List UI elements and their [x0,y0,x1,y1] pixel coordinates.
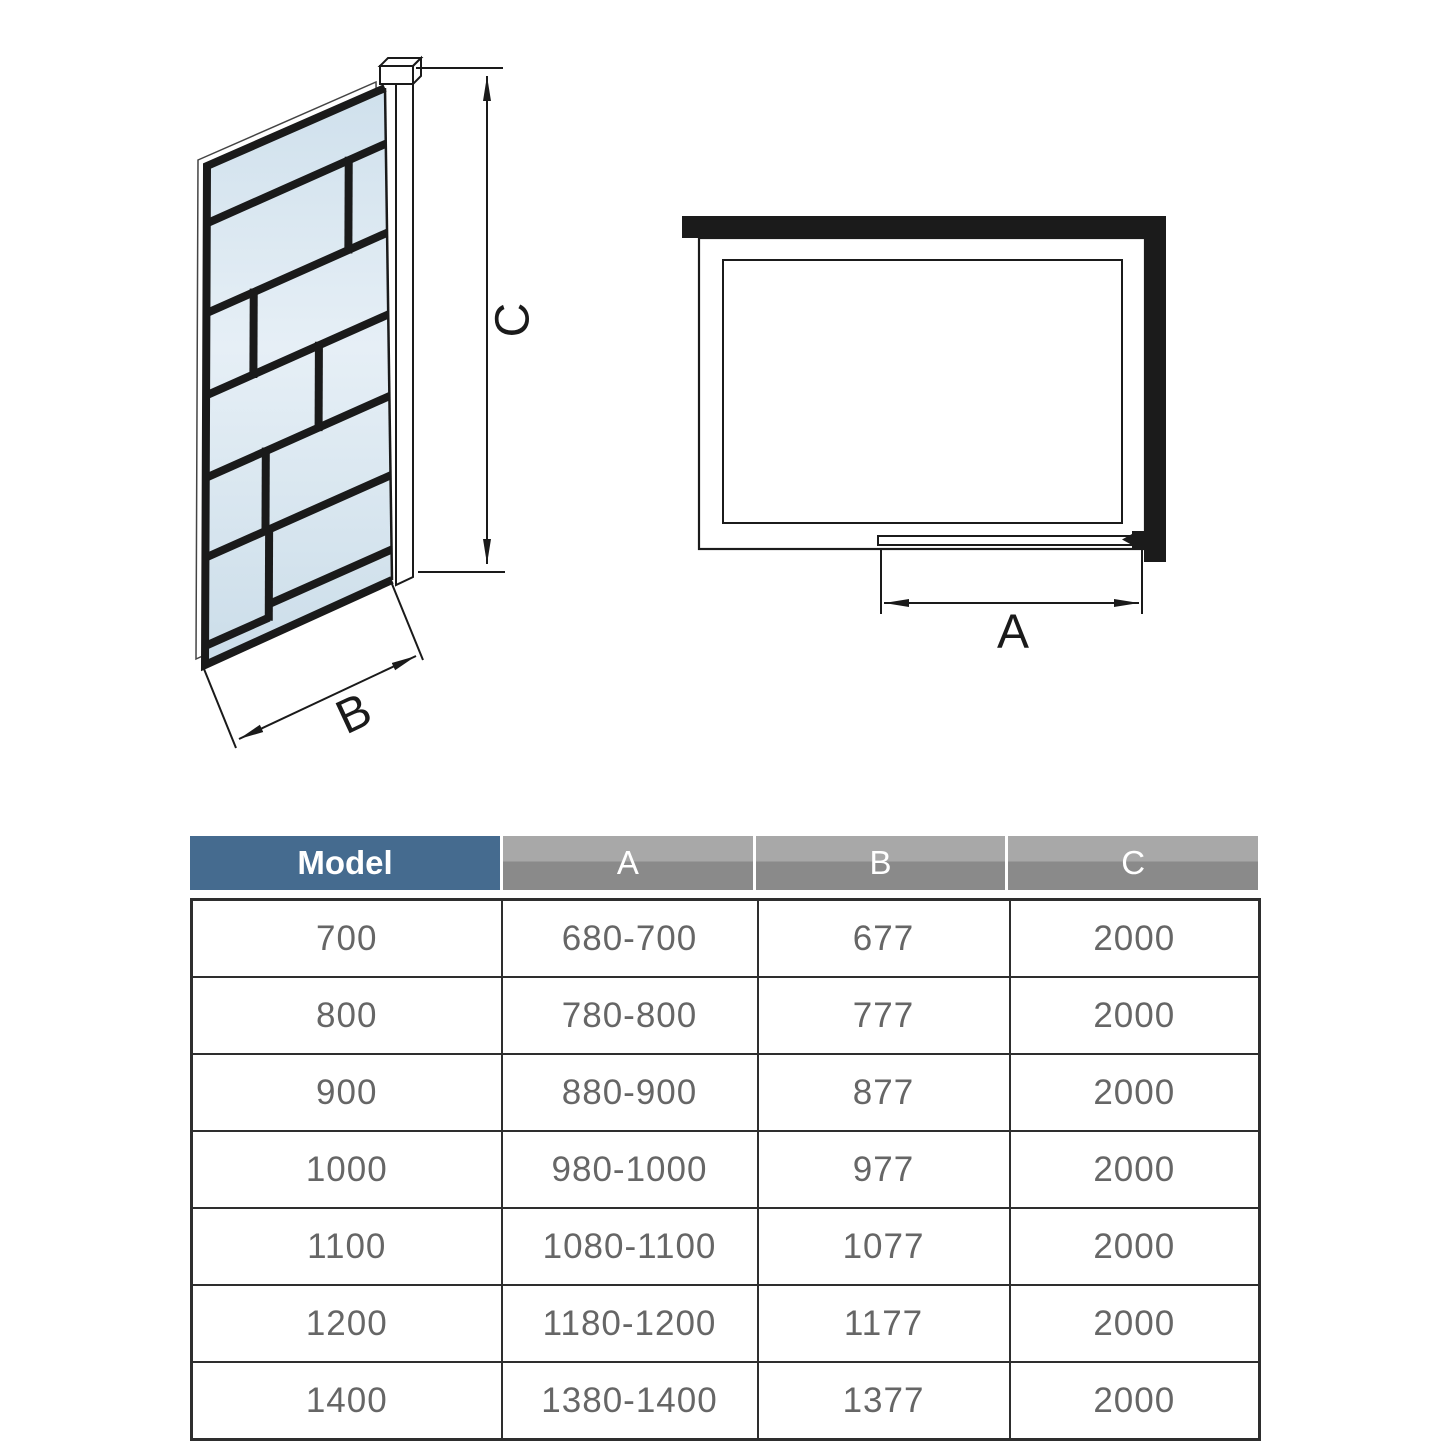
wall-profile-bar [396,84,413,585]
cell-a: 880-900 [502,1054,758,1131]
cell-model: 700 [192,900,502,978]
cell-c: 2000 [1010,1362,1260,1440]
cell-c: 2000 [1010,1285,1260,1362]
front-view-diagram [196,58,540,748]
size-table [190,836,1258,1441]
enclosure-outline [699,238,1145,549]
header-cell-model: Model [190,836,500,890]
wall-right [1144,238,1166,562]
cell-b: 1377 [758,1362,1010,1440]
dim-a-label: A [996,605,1030,659]
dimension-a [881,548,1142,614]
cell-a: 680-700 [502,900,758,978]
size-table-header [190,836,1258,890]
header-cell-c: C [1005,836,1258,890]
cell-a: 1380-1400 [502,1362,758,1440]
dim-b-arrow-line [239,656,416,739]
tray-outline [723,260,1122,523]
cell-c: 2000 [1010,900,1260,978]
cell-model: 1200 [192,1285,502,1362]
table-row [192,1362,1260,1440]
cell-a: 1080-1100 [502,1208,758,1285]
cell-b: 1077 [758,1208,1010,1285]
cell-c: 2000 [1010,1131,1260,1208]
cell-model: 800 [192,977,502,1054]
cell-b: 977 [758,1131,1010,1208]
dim-b-right-tick [392,584,423,660]
table-row [192,977,1260,1054]
table-row [192,1208,1260,1285]
table-row [192,1285,1260,1362]
cell-b: 877 [758,1054,1010,1131]
table-row [192,1054,1260,1131]
cell-b: 1177 [758,1285,1010,1362]
cell-model: 1400 [192,1362,502,1440]
cell-model: 1100 [192,1208,502,1285]
dim-c-label: C [486,302,540,338]
header-cell-b: B [753,836,1006,890]
cell-model: 1000 [192,1131,502,1208]
cell-a: 780-800 [502,977,758,1054]
dim-b-left-tick [204,669,236,748]
wall-top [682,216,1166,238]
glass-pane [205,88,392,665]
glass-panel-plan [878,536,1144,545]
dim-b-label: B [328,683,380,745]
cell-b: 777 [758,977,1010,1054]
top-view-diagram [682,216,1166,659]
cell-c: 2000 [1010,1208,1260,1285]
cell-model: 900 [192,1054,502,1131]
cell-c: 2000 [1010,1054,1260,1131]
table-row [192,900,1260,978]
clamp-bracket [380,58,421,84]
cell-a: 1180-1200 [502,1285,758,1362]
size-table-body [190,898,1258,1441]
cell-a: 980-1000 [502,1131,758,1208]
header-cell-a: A [500,836,753,890]
cell-b: 677 [758,900,1010,978]
cell-c: 2000 [1010,977,1260,1054]
table-row [192,1131,1260,1208]
